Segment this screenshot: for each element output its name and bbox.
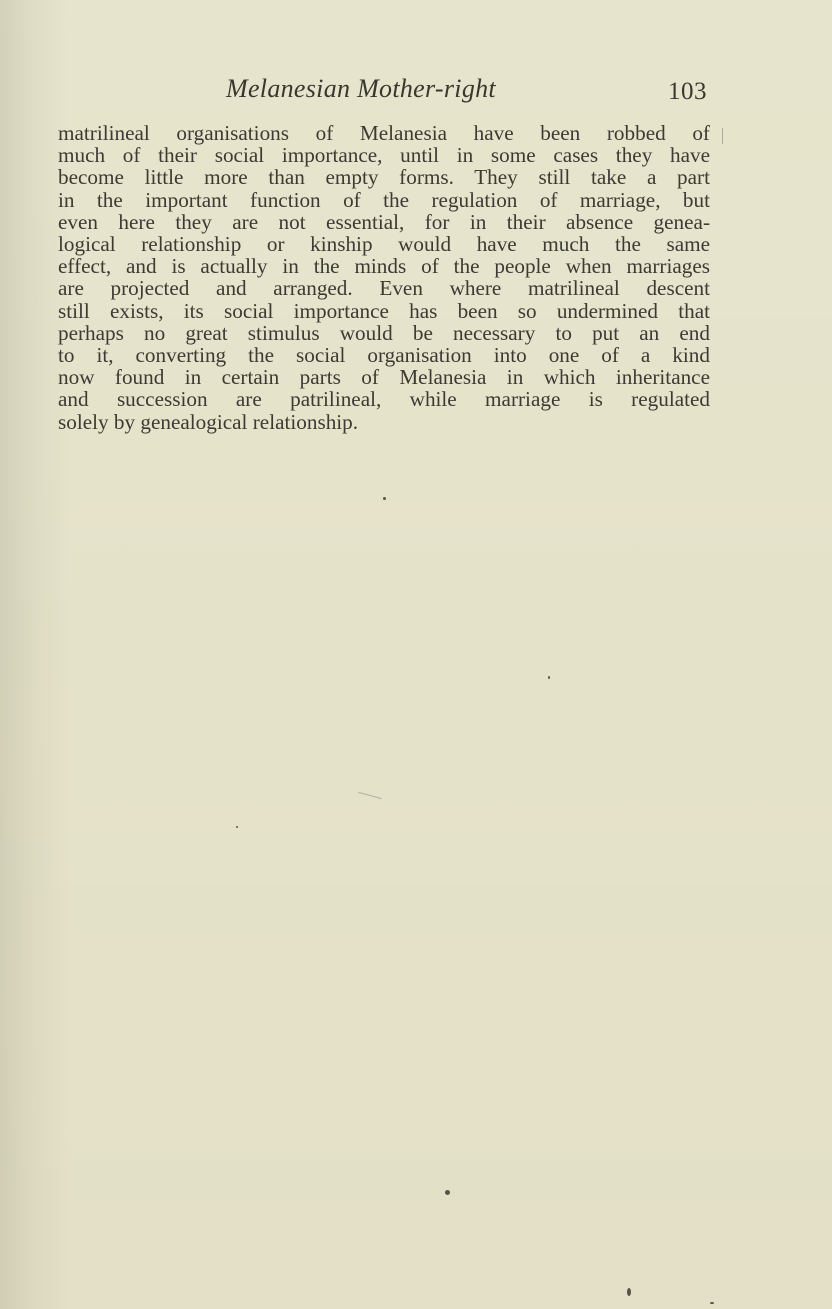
paper-speck [722,128,723,144]
paper-speck [710,1302,714,1304]
paper-speck [358,792,381,799]
text-line: become little more than empty forms. They still take a part [58,165,710,190]
text-line: and succession are patrilineal, while marriage is regulated [58,387,710,412]
text-line: solely by genealogical relationship. [58,409,359,434]
text-line: still exists, its social importance has been so undermined that [58,298,710,323]
text-line: are projected and arranged. Even where matrilineal descent [58,276,710,301]
body-paragraph [58,122,710,433]
paper-speck [548,676,550,679]
running-head [0,74,832,114]
text-line: to it, converting the social organisation into one of a kind [58,343,710,368]
text-line: even here they are not essential, for in their absence genea- [58,209,710,234]
text-line: in the important function of the regulation of marriage, but [58,187,710,212]
text-line: now found in certain parts of Melanesia in which inheritance [58,365,710,390]
page-number: 103 [668,78,707,105]
paper-speck [627,1288,631,1296]
paper-speck [445,1190,450,1195]
paper-speck [383,497,386,500]
text-line: matrilineal organisations of Melanesia have been robbed of [58,121,710,145]
running-title: Melanesian Mother-right [226,74,496,103]
text-line: much of their social importance, until in some cases they have [58,143,710,168]
text-line: effect, and is actually in the minds of the people when marriages [58,254,710,279]
paper-speck [236,826,238,828]
text-line: logical relationship or kinship would have much the same [58,232,710,257]
text-line: perhaps no great stimulus would be necessary to put an end [58,320,710,345]
